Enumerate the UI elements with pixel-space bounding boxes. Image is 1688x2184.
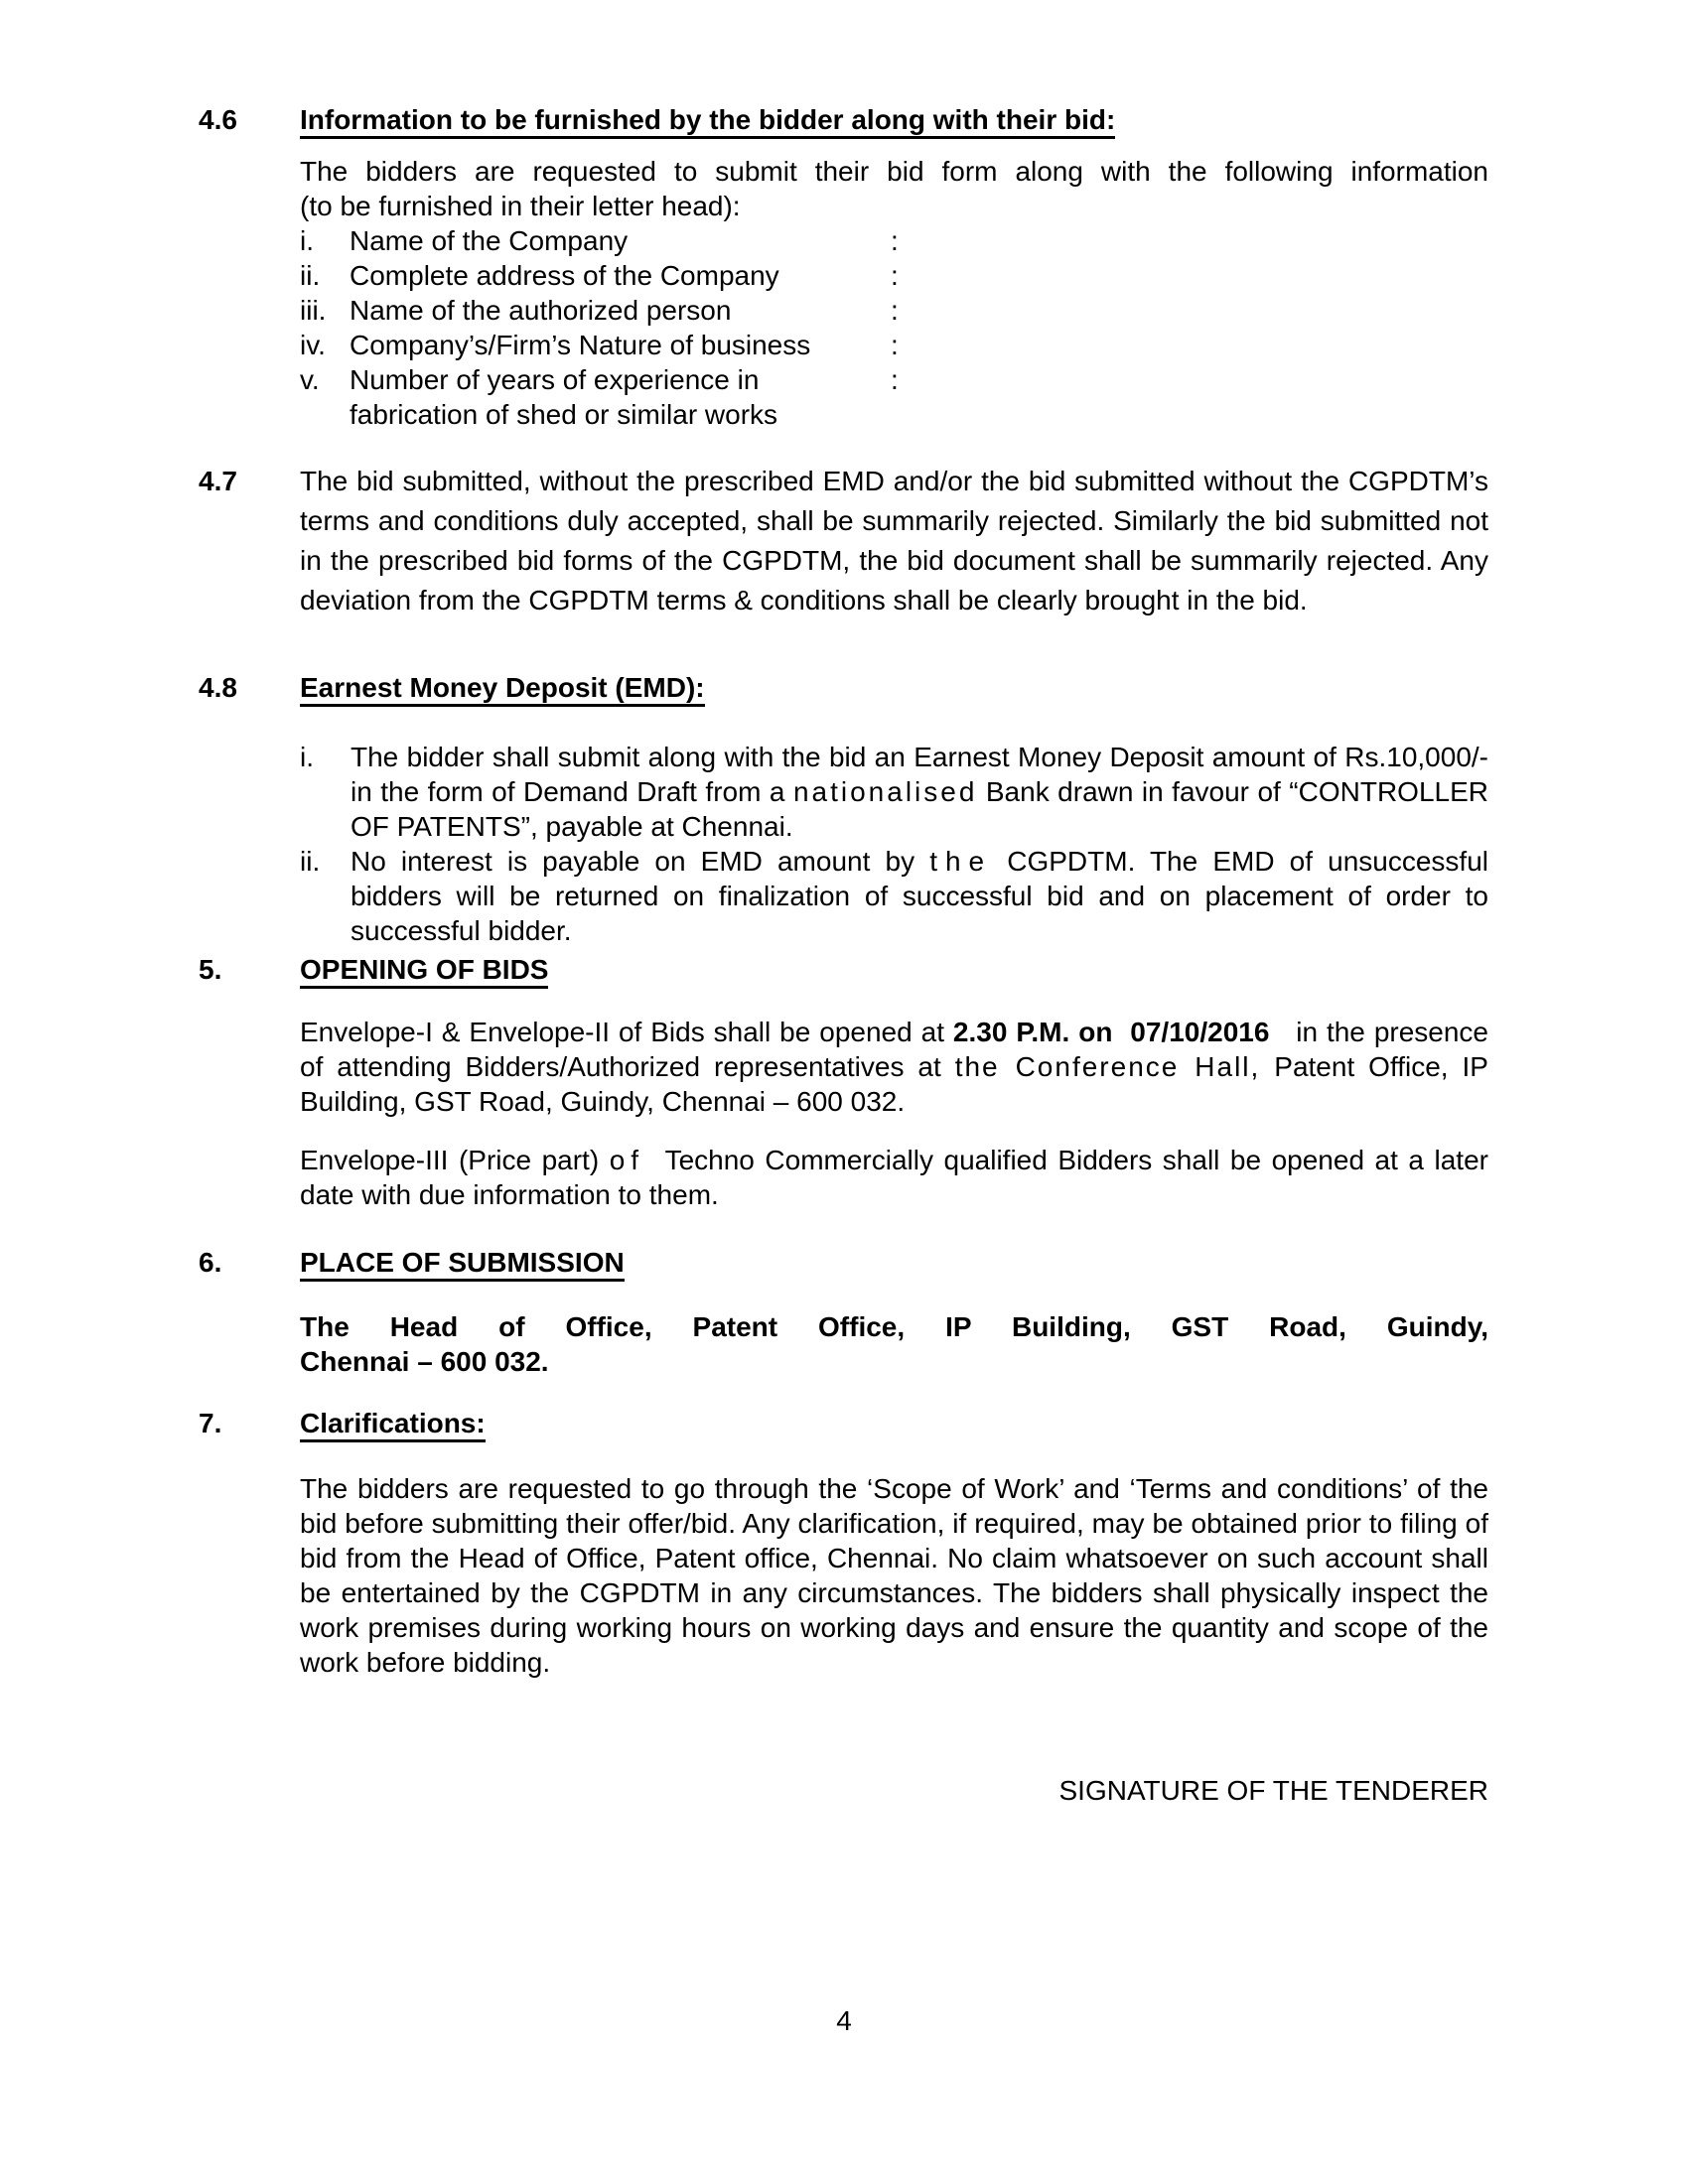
list-item-text <box>351 844 1488 948</box>
list-label: Name of the authorized person <box>350 295 732 326</box>
list-colon: : <box>891 364 899 395</box>
section-7 <box>199 1406 1488 1680</box>
list-item <box>300 844 1488 948</box>
list-item <box>300 740 1488 844</box>
text-run: Bank drawn in favour of “CONTROLLER OF PATENTS”, payable at Chennai. <box>351 776 1488 842</box>
list-item <box>300 223 1488 258</box>
list-marker: ii. <box>300 846 321 877</box>
list-marker: i. <box>300 742 314 772</box>
list-colon: : <box>891 260 899 291</box>
section-5 <box>199 952 1488 1212</box>
list-item <box>300 293 1488 328</box>
text-run: CGPDTM. The EMD of unsuccessful bidders will be returned on finalization of successful bid and on placement of order to successful bidder. <box>351 846 1488 946</box>
text-run-letterspaced: nationalised <box>792 776 978 807</box>
text-run-letterspaced: the Conference Hall, <box>954 1051 1261 1082</box>
section-heading: PLACE OF SUBMISSION <box>300 1247 625 1282</box>
list-marker: ii. <box>300 260 321 291</box>
opening-paragraph-2 <box>300 1143 1488 1212</box>
text-run-letterspaced: of <box>609 1145 645 1175</box>
signature-row <box>199 1773 1488 1808</box>
list-marker: iv. <box>300 330 326 360</box>
section-4-6 <box>199 102 1488 432</box>
list-item <box>300 258 1488 293</box>
section-4-7 <box>199 462 1488 620</box>
section-heading-row <box>300 952 1488 989</box>
list-marker: iii. <box>300 295 327 326</box>
list-label: Name of the Company <box>350 225 629 256</box>
bidder-info-list <box>300 223 1488 432</box>
section-number: 7. <box>199 1408 222 1438</box>
list-label-line-2: fabrication of shed or similar works <box>350 399 778 430</box>
list-marker: v. <box>300 364 320 395</box>
section-heading-row <box>300 1406 1488 1442</box>
list-colon: : <box>891 330 899 360</box>
emd-item-list <box>300 740 1488 948</box>
list-marker: i. <box>300 225 314 256</box>
text-run: Envelope-I & Envelope-II of Bids shall be opened at <box>300 1017 953 1047</box>
list-label: Complete address of the Company <box>350 260 779 291</box>
section-heading: Clarifications: <box>300 1408 486 1442</box>
section-heading: Information to be furnished by the bidder along with their bid: <box>300 104 1115 139</box>
section-heading: Earnest Money Deposit (EMD): <box>300 672 705 707</box>
text-run: Patent Office, IP Building, GST Road, Guindy, Chennai – 600 032. <box>300 1051 1488 1117</box>
intro-line-2: (to be furnished in their letter head): <box>300 191 741 221</box>
section-number: 4.6 <box>199 104 237 135</box>
list-item-text <box>351 740 1488 844</box>
text-run: No interest is payable on EMD amount by <box>351 846 930 877</box>
section-heading-row <box>300 102 1488 139</box>
list-label-line-1: Number of years of experience in <box>350 364 760 395</box>
text-run-letterspaced: the <box>929 846 993 877</box>
intro-paragraph <box>300 154 1488 223</box>
signature-line: SIGNATURE OF THE TENDERER <box>1058 1775 1488 1806</box>
section-6 <box>199 1245 1488 1379</box>
submission-address <box>300 1309 1488 1379</box>
section-number: 4.7 <box>199 466 237 496</box>
section-number: 5. <box>199 954 222 985</box>
section-heading-row <box>300 670 1488 707</box>
text-run: The bidder shall submit along with the bid an Earnest Money Deposit amount of Rs.10,000/- in the form of Demand Draft from a <box>351 742 1488 807</box>
address-line-2: Chennai – 600 032. <box>300 1346 549 1377</box>
text-run: Envelope-III (Price part) <box>300 1145 610 1175</box>
section-4-8 <box>199 670 1488 948</box>
page-number: 4 <box>836 2005 852 2036</box>
address-line-1: The Head of Office, Patent Office, IP Building, GST Road, Guindy, <box>300 1311 1488 1342</box>
opening-paragraph-1 <box>300 1015 1488 1119</box>
list-item <box>300 362 1488 432</box>
section-paragraph: The bid submitted, without the prescribed EMD and/or the bid submitted without the CGPDTM’s terms and conditions duly accepted, shall be summarily rejected. Similarly the bid submitted not in the prescribed bid forms of the CGPDTM, the bid document shall be summarily rejected. Any deviation from the CGPDTM terms & conditions shall be clearly brought in the bid. <box>300 466 1488 615</box>
list-label <box>350 362 891 432</box>
list-label: Company’s/Firm’s Nature of business <box>350 330 811 360</box>
section-number: 6. <box>199 1247 222 1278</box>
text-run: Techno Commercially qualified Bidders shall be opened at a later date with due information to them. <box>300 1145 1488 1210</box>
section-heading-row <box>300 1245 1488 1282</box>
opening-datetime: 2.30 P.M. on 07/10/2016 <box>952 1017 1270 1047</box>
text-run: in the presence of attending Bidders/Authorized representatives at <box>300 1017 1489 1082</box>
section-number: 4.8 <box>199 672 237 703</box>
list-item <box>300 328 1488 362</box>
list-colon: : <box>891 295 899 326</box>
intro-line-1: The bidders are requested to submit their bid form along with the following information <box>300 156 1488 187</box>
section-heading: OPENING OF BIDS <box>300 954 548 989</box>
clarifications-paragraph: The bidders are requested to go through the ‘Scope of Work’ and ‘Terms and conditions’ of the bid before submitting their offer/bid. Any clarification, if required, may be obtained prior to filing of bid from the Head of Office, Patent office, Chennai. No claim whatsoever on such account shall be entertained by the CGPDTM in any circumstances. The bidders shall physically inspect the work premises during working hours on working days and ensure the quantity and scope of the work before bidding. <box>300 1473 1488 1678</box>
list-colon: : <box>891 225 899 256</box>
